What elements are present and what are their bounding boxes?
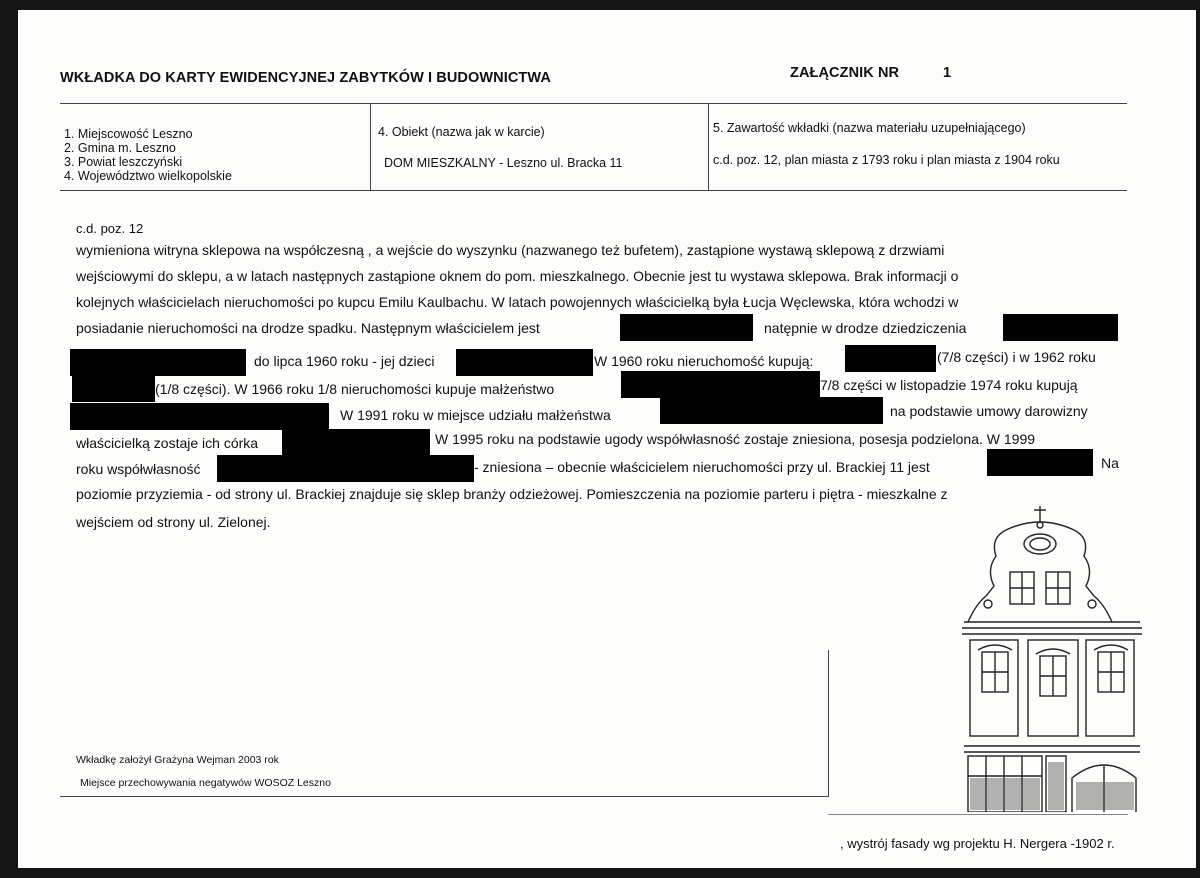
body-line-7b: na podstawie umowy darowizny (890, 403, 1088, 419)
body-line-9c: Na (1101, 455, 1119, 471)
body-line-5a: do lipca 1960 roku - jej dzieci (254, 353, 435, 369)
table-bottom-rule (60, 190, 1127, 191)
body-line-8a: właścicielką zostaje ich córka (76, 435, 259, 451)
body-line-1: wymieniona witryna sklepowa na współczesną , a wejście do wyszynku (nazwanego też bufetem), zastąpione wystawą sklepową z drzwiami (76, 242, 945, 258)
table-top-rule (60, 103, 1127, 104)
author-note: Wkładkę założył Grażyna Wejman 2003 rok (76, 754, 279, 766)
body-line-6b: 7/8 części w listopadzie 1974 roku kupują (820, 377, 1078, 393)
redaction-box (987, 449, 1093, 476)
negatives-storage-note: Miejsce przechowywania negatywów WOSOZ Leszno (80, 777, 331, 789)
attachment-label: ZAŁĄCZNIK NR (790, 65, 900, 81)
contents-label: 5. Zawartość wkładki (nazwa materiału uzupełniającego) (713, 121, 1026, 135)
body-line-2: wejściowymi do sklepu, a w latach następnych zastąpione oknem do pom. mieszkalnego. Obecnie jest tu wystawa sklepowa. Brak informacji o (76, 268, 959, 284)
body-line-5b: W 1960 roku nieruchomość kupują: (594, 353, 814, 369)
redaction-box (1003, 314, 1118, 341)
body-line-5c: (7/8 części) i w 1962 roku (937, 349, 1096, 365)
intro-line: c.d. poz. 12 (76, 221, 144, 236)
district-field: 3. Powiat leszczyński (64, 155, 183, 169)
attachment-number: 1 (943, 65, 952, 81)
location-field: 1. Miejscowość Leszno (64, 127, 193, 141)
document-page (18, 10, 1196, 868)
contents-value: c.d. poz. 12, plan miasta z 1793 roku i plan miasta z 1904 roku (713, 153, 1060, 167)
voivodeship-field: 4. Województwo wielkopolskie (64, 169, 232, 183)
facade-caption: , wystrój fasady wg projektu H. Nergera -1902 r. (840, 836, 1115, 851)
redaction-box (620, 314, 753, 341)
redaction-box (621, 371, 820, 398)
body-line-9b: - zniesiona – obecnie właścicielem nieruchomości przy ul. Brackiej 11 jest (474, 459, 930, 475)
body-line-11: wejściem od strony ul. Zielonej. (76, 514, 271, 530)
body-line-4a: posiadanie nieruchomości na drodze spadku. Następnym właścicielem jest (76, 320, 540, 336)
redaction-box (456, 349, 593, 376)
redaction-box (845, 345, 936, 372)
document-title: WKŁADKA DO KARTY EWIDENCYJNEJ ZABYTKÓW I BUDOWNICTWA (60, 70, 551, 86)
redaction-box (70, 349, 246, 376)
caption-rule (828, 814, 1128, 815)
body-line-4b: natępnie w drodze dziedziczenia (764, 320, 967, 336)
object-label: 4. Obiekt (nazwa jak w karcie) (378, 125, 545, 139)
redaction-box (282, 429, 430, 456)
building-facade-drawing (946, 500, 1146, 812)
table-divider-2 (708, 103, 709, 191)
municipality-field: 2. Gmina m. Leszno (64, 141, 176, 155)
object-value: DOM MIESZKALNY - Leszno ul. Bracka 11 (384, 156, 623, 170)
table-divider-1 (370, 103, 371, 191)
body-line-9a: roku współwłasność (76, 461, 201, 477)
footer-right-rule (828, 650, 829, 797)
redaction-box (660, 397, 883, 424)
body-line-7a: W 1991 roku w miejsce udziału małżeństwa (340, 407, 611, 423)
redaction-box (70, 403, 329, 430)
footer-left-rule (60, 796, 828, 797)
redaction-box (217, 455, 474, 482)
body-line-8b: W 1995 roku na podstawie ugody współwłasność zostaje zniesiona, posesja podzielona. W 1999 (435, 431, 1036, 447)
body-line-10: poziomie przyziemia - od strony ul. Brackiej znajduje się sklep branży odzieżowej. Pomieszczenia na poziomie parteru i piętra - mieszkalne z (76, 486, 948, 502)
redaction-box (72, 375, 155, 402)
body-line-3: kolejnych właścicielach nieruchomości po kupcu Emilu Kaulbachu. W latach powojennych właścicielką była Łucja Węclewska, która wchodzi w (76, 294, 959, 310)
body-line-6a: (1/8 części). W 1966 roku 1/8 nieruchomości kupuje małżeństwo (155, 381, 555, 397)
